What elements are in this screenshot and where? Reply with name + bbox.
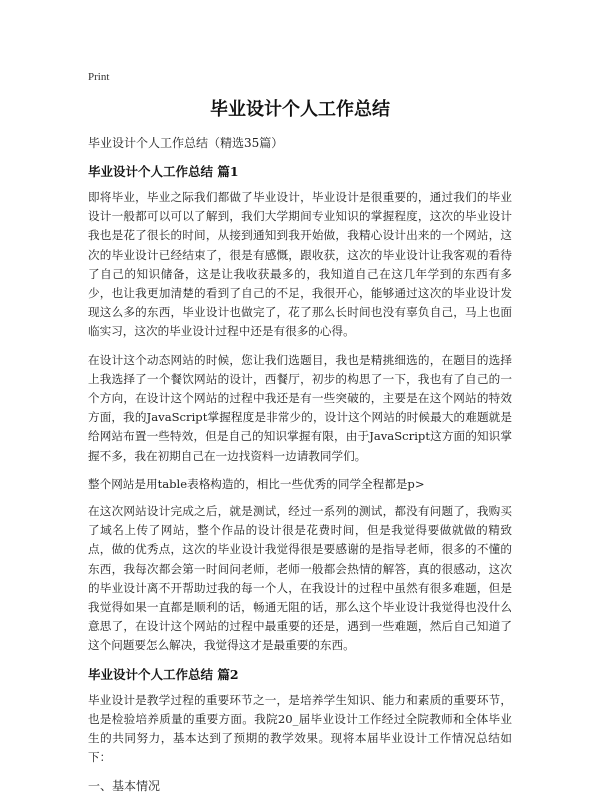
paragraph: 即将毕业，毕业之际我们都做了毕业设计，毕业设计是很重要的，通过我们的毕业设计一般都可以可以了解到，我们大学期间专业知识的掌握程度，这次的毕业设计我也是花了很长的时间，从接到通知到我开始做，我精心设计出来的一个网站，这次的毕业设计已经结束了，很是有感慨，跟收获，这次的毕业设计让我客观的看待了自己的知识储备，这是让我收获最多的，我知道自己在这几年学到的东西有多少，也让我更加清楚的看到了自己的不足，我很开心，能够通过这次的毕业设计发现这么多的东西，毕业设计也做完了，花了那么长时间也没有辜负自己，马上也面临实习，这次的毕业设计过程中还是有很多的心得。 [88, 190, 512, 339]
paragraph: 在这次网站设计完成之后，就是测试，经过一系列的测试，都没有问题了，我购买了域名上传了网站，整个作品的设计很是花费时间，但是我觉得要做就做的精致点，做的优秀点，这次的毕业设计我觉得很是要感谢的是指导老师，很多的不懂的东西，我每次都会第一时间问老师，老师一般都会热情的解答，真的很感动，这次的毕业设计离不开帮助过我的每一个人，在我设计的过程中虽然有很多难题，但是我觉得如果一直都是顺利的话，畅通无阻的话，那么这个毕业设计我觉得也没什么意思了，在设计这个网站的过程中最重要的还是，遇到一些难题，然后自己知道了这个问题要怎么解决，我觉得这才是最重要的东西。 [88, 504, 512, 653]
section-heading: 毕业设计个人工作总结 篇1 [88, 164, 239, 179]
document-subtitle: 毕业设计个人工作总结（精选35篇） [88, 136, 284, 150]
section-1 [88, 162, 512, 656]
print-link[interactable]: Print [88, 71, 110, 83]
paragraph: 毕业设计是教学过程的重要环节之一，是培养学生知识、能力和素质的重要环节，也是检验培养质量的重要方面。我院20_届毕业设计工作经过全院教师和全体毕业生的共同努力，基本达到了预期的教学效果。现将本届毕业设计工作情况总结如下： [88, 692, 512, 765]
paragraph: 整个网站是用table表格构造的，相比一些优秀的同学全程都是p> [88, 476, 425, 491]
section-heading: 毕业设计个人工作总结 篇2 [88, 666, 239, 682]
section-2 [88, 665, 512, 796]
subsection-heading: 一、基本情况 [88, 779, 161, 794]
page-title: 毕业设计个人工作总结 [210, 99, 390, 120]
paragraph: 在设计这个动态网站的时候，您让我们选题目，我也是精挑细选的，在题目的选择上我选择了一个餐饮网站的设计，西餐厅，初步的构思了一下，我也有了自己的一个方向，在设计这个网站的过程中我还是有一些突破的，主要是在这个网站的特效方面，我的JavaScript掌握程度是非常少的，设计这个网站的时候最大的难题就是给网站布置一些特效，但是自己的知识掌握有限，由于JavaScript这方面的知识掌握不多，我在初期自己在一边找资料一边请教同学们。 [88, 352, 512, 463]
